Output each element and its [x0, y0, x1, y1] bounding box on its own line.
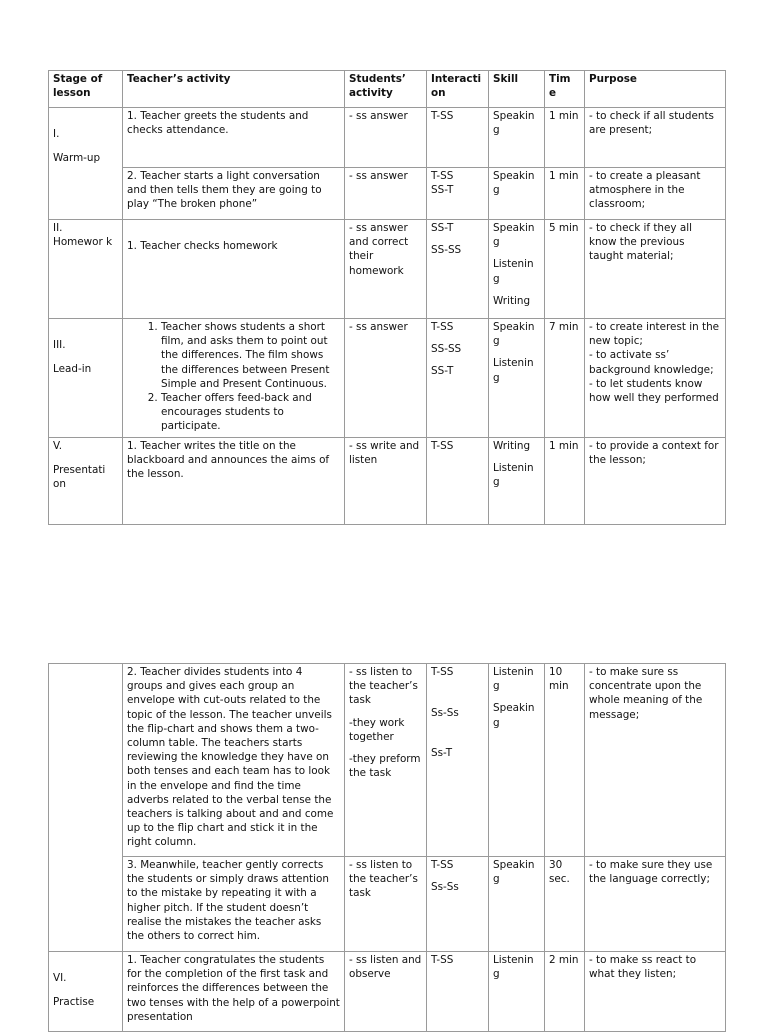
skill-item: Writing	[493, 294, 531, 307]
stage-cell-homework	[49, 220, 123, 319]
skill: Listenin g	[489, 952, 545, 1032]
purpose: - to make ss react to what they listen;	[585, 952, 726, 1032]
skill	[489, 220, 545, 319]
stage-name: Homewor k	[53, 236, 113, 249]
students-activity	[345, 664, 427, 857]
teacher-activity: 1. Teacher congratulates the students for the completion of the first task and reinforces the differences between the two tenses with the help of a powerpoint presentation	[123, 952, 345, 1032]
skill-item: Speakin g	[493, 321, 535, 348]
interaction-item: Ss-T	[431, 747, 453, 760]
header-row	[49, 71, 726, 108]
interaction-item: SS-T	[431, 365, 454, 378]
interaction-item: Ss-Ss	[431, 881, 459, 894]
students-activity: - ss answer	[345, 319, 427, 438]
header-skill: Skill	[489, 71, 545, 108]
list-item: 2. Teacher offers feed-back and encourages students to participate.	[161, 391, 340, 434]
teacher-activity: 1. Teacher greets the students and checks attendance.	[123, 108, 345, 168]
purpose-item: - to let students know how well they performed	[589, 377, 719, 405]
stage-number: VI.	[53, 972, 67, 984]
skill-item: Listenin g	[493, 462, 534, 489]
header-interaction: Interacti on	[427, 71, 489, 108]
time: 5 min	[545, 220, 585, 319]
header-purpose: Purpose	[585, 71, 726, 108]
lesson-plan-table-2	[48, 663, 726, 1032]
interaction-item: Ss-Ss	[431, 707, 459, 720]
students-activity: - ss answer and correct their homework	[345, 220, 427, 319]
lesson-plan-table-1	[48, 70, 726, 525]
time: 7 min	[545, 319, 585, 438]
interaction	[427, 664, 489, 857]
students-item: -they work together	[349, 716, 405, 743]
teacher-activity: 1. Teacher writes the title on the blackboard and announces the aims of the lesson.	[123, 438, 345, 525]
interaction	[427, 319, 489, 438]
interaction-item: SS-T	[431, 222, 454, 234]
skill: Speakin g	[489, 168, 545, 220]
purpose-item: - to activate ss’ background knowledge;	[589, 349, 714, 376]
teacher-activity-text: 1. Teacher checks homework	[127, 240, 278, 252]
purpose-item: - to create interest in the new topic;	[589, 321, 720, 348]
teacher-activity	[123, 220, 345, 319]
students-activity: - ss listen to the teacher’s task	[345, 857, 427, 952]
time: 30 sec.	[545, 857, 585, 952]
purpose: - to create a pleasant atmosphere in the classroom;	[585, 168, 726, 220]
time: 1 min	[545, 438, 585, 525]
interaction-item: T-SS	[431, 859, 454, 871]
purpose: - to check if they all know the previous taught material;	[585, 220, 726, 319]
table-row	[49, 168, 726, 220]
students-activity: - ss answer	[345, 168, 427, 220]
list-item: 1. Teacher shows students a short film, and asks them to point out the differences. The film shows the differences between Present Simple and Present Continuous.	[161, 320, 340, 391]
students-activity: - ss write and listen	[345, 438, 427, 525]
teacher-activity: 3. Meanwhile, teacher gently corrects the students or simply draws attention to the mistake by repeating it with a higher pitch. If the student doesn’t realise the mistakes the teacher asks the others to correct him.	[123, 857, 345, 952]
interaction-item: T-SS	[431, 170, 454, 182]
stage-name: Lead-in	[53, 363, 92, 376]
interaction-item: T-SS	[431, 321, 454, 333]
header-stage: Stage of lesson	[49, 71, 123, 108]
skill: Speakin g	[489, 108, 545, 168]
interaction	[427, 168, 489, 220]
teacher-activity-list	[127, 320, 340, 434]
interaction	[427, 857, 489, 952]
students-activity: - ss listen and observe	[345, 952, 427, 1032]
skill	[489, 664, 545, 857]
header-teacher-activity: Teacher’s activity	[123, 71, 345, 108]
interaction: T-SS	[427, 438, 489, 525]
students-item: - ss listen to the teacher’s task	[349, 666, 418, 707]
stage-cell-warmup	[49, 108, 123, 220]
skill: Speakin g	[489, 857, 545, 952]
time: 10 min	[545, 664, 585, 857]
time: 2 min	[545, 952, 585, 1032]
stage-number: V.	[53, 440, 63, 452]
table-row	[49, 220, 726, 319]
skill-item: Listenin g	[493, 258, 534, 285]
skill	[489, 438, 545, 525]
interaction: T-SS	[427, 108, 489, 168]
purpose: - to make sure they use the language correctly;	[585, 857, 726, 952]
interaction-item: SS-SS	[431, 244, 462, 257]
interaction-item: SS-SS	[431, 343, 462, 356]
stage-number: I.	[53, 128, 60, 140]
skill-item: Listenin g	[493, 357, 534, 384]
purpose: - to make sure ss concentrate upon the whole meaning of the message;	[585, 664, 726, 857]
stage-cell-leadin	[49, 319, 123, 438]
teacher-activity	[123, 319, 345, 438]
skill	[489, 319, 545, 438]
stage-number: III.	[53, 339, 66, 351]
interaction: T-SS	[427, 952, 489, 1032]
purpose: - to check if all students are present;	[585, 108, 726, 168]
teacher-activity: 2. Teacher divides students into 4 groups and gives each group an envelope with cut-outs related to the topic of the lesson. The teacher unveils the flip-chart and shows them a two-column table. The teachers starts reviewing the knowledge they have on both tenses and each team has to look in the envelope and find the time adverbs related to the verbal tense the teachers is talking about and and come up to the flip chart and stick it in the right column.	[123, 664, 345, 857]
table-row	[49, 857, 726, 952]
skill-item: Listenin g	[493, 666, 534, 693]
stage-name: Presentati on	[53, 464, 106, 491]
skill-item: Writing	[493, 440, 531, 452]
students-item: -they preform the task	[349, 753, 421, 780]
stage-number: II.	[53, 222, 63, 234]
interaction-item: T-SS	[431, 666, 454, 678]
stage-name: Practise	[53, 996, 95, 1009]
students-activity: - ss answer	[345, 108, 427, 168]
header-time: Tim e	[545, 71, 585, 108]
stage-cell-presentation	[49, 438, 123, 525]
interaction-item: SS-T	[431, 184, 454, 197]
teacher-activity: 2. Teacher starts a light conversation and then tells them they are going to play “The broken phone”	[123, 168, 345, 220]
interaction	[427, 220, 489, 319]
purpose	[585, 319, 726, 438]
table-row	[49, 319, 726, 438]
table-row	[49, 438, 726, 525]
stage-cell-practise	[49, 952, 123, 1032]
table-row	[49, 108, 726, 168]
time: 1 min	[545, 108, 585, 168]
stage-cell-empty	[49, 664, 123, 952]
skill-item: Speakin g	[493, 222, 535, 249]
table-row	[49, 952, 726, 1032]
stage-name: Warm-up	[53, 152, 101, 165]
header-students-activity: Students’ activity	[345, 71, 427, 108]
purpose: - to provide a context for the lesson;	[585, 438, 726, 525]
skill-item: Speakin g	[493, 702, 535, 729]
table-row	[49, 664, 726, 857]
time: 1 min	[545, 168, 585, 220]
